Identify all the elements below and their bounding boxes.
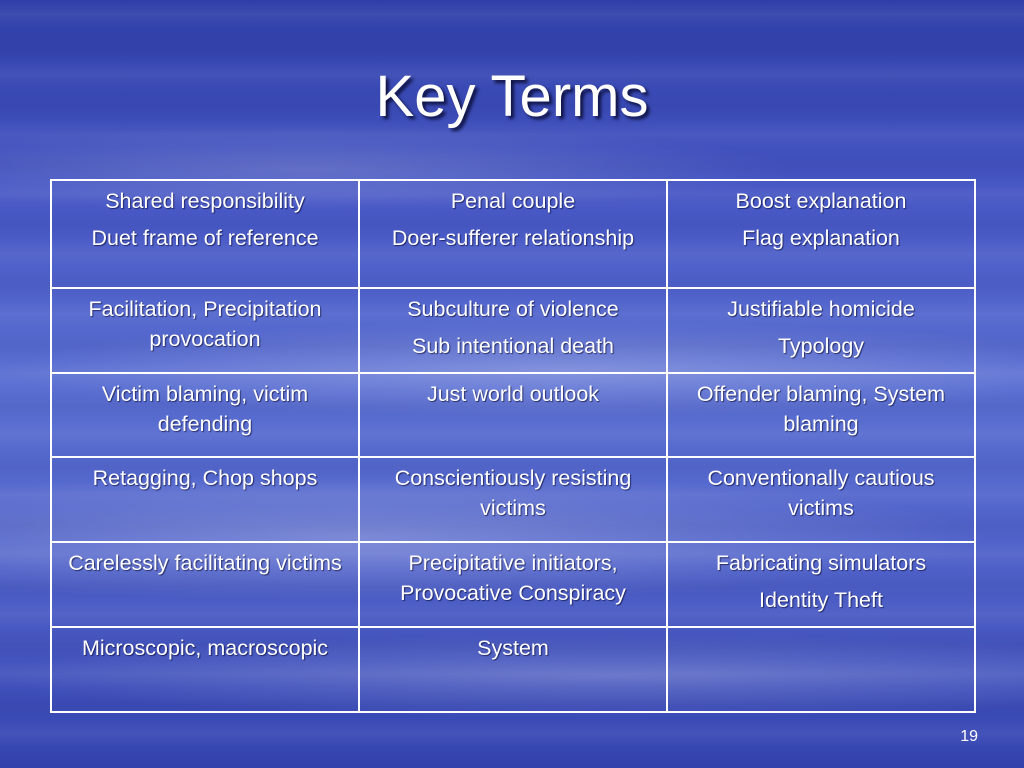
table-cell-empty [667, 627, 975, 712]
term: Justifiable homicide [727, 297, 915, 321]
table-cell [359, 627, 667, 712]
term: Penal couple [450, 189, 576, 213]
term: Subculture of violence [407, 297, 619, 321]
table-cell [667, 180, 975, 288]
term: Victim blaming, victim defending [101, 382, 309, 436]
slide-title: Key Terms [375, 64, 649, 129]
table-cell [667, 288, 975, 373]
table-row [51, 457, 975, 542]
table-cell [51, 542, 359, 627]
table-cell [359, 373, 667, 457]
term: Microscopic, macroscopic [81, 636, 329, 660]
term: Doer-sufferer relationship [391, 226, 635, 250]
table-row [51, 373, 975, 457]
term: Typology [777, 334, 865, 358]
table-cell [667, 542, 975, 627]
table-cell [51, 627, 359, 712]
term: System [477, 636, 549, 660]
term: Conventionally cautious victims [707, 466, 935, 520]
term: Conscientiously resisting victims [394, 466, 632, 520]
term: Offender blaming, System blaming [696, 382, 946, 436]
table-row [51, 288, 975, 373]
term: Fabricating simulators [715, 551, 927, 575]
table-cell [359, 180, 667, 288]
page-number: 19 [960, 728, 978, 745]
table-row [51, 627, 975, 712]
table-cell [359, 542, 667, 627]
term: Retagging, Chop shops [92, 466, 318, 490]
term: Sub intentional death [411, 334, 615, 358]
table-cell [51, 373, 359, 457]
table-cell [359, 288, 667, 373]
table-row [51, 542, 975, 627]
table-cell [359, 457, 667, 542]
term: Duet frame of reference [91, 226, 319, 250]
table-cell [667, 373, 975, 457]
term: Precipitative initiators, Provocative Conspiracy [400, 551, 626, 605]
term: Flag explanation [742, 226, 900, 250]
table-cell [51, 288, 359, 373]
term: Carelessly facilitating victims [68, 551, 342, 575]
term: Shared responsibility [105, 189, 305, 213]
table-cell [667, 457, 975, 542]
term: Facilitation, Precipitation provocation [88, 297, 322, 351]
term: Boost explanation [735, 189, 907, 213]
key-terms-table [50, 179, 976, 713]
table-cell [51, 457, 359, 542]
term: Identity Theft [759, 588, 883, 612]
table-cell [51, 180, 359, 288]
table-row [51, 180, 975, 288]
term: Just world outlook [426, 382, 600, 406]
